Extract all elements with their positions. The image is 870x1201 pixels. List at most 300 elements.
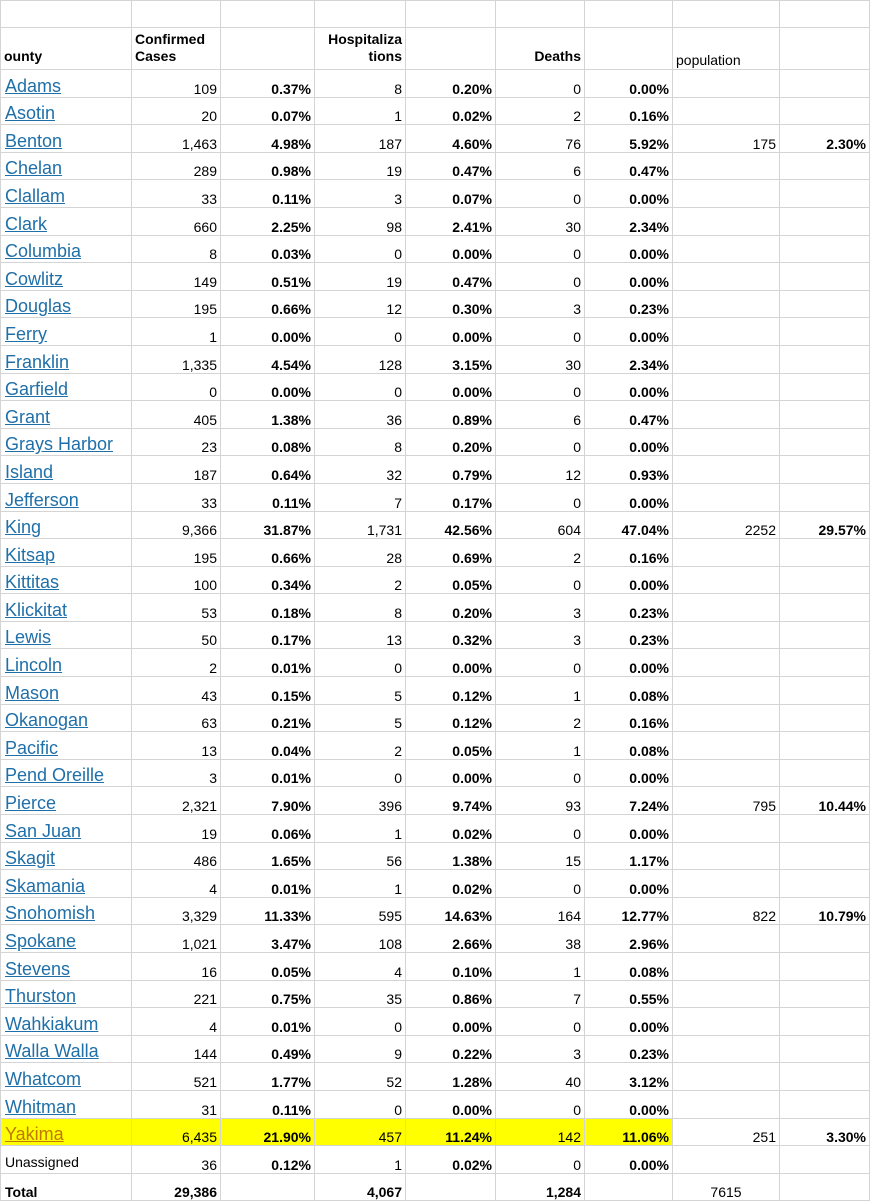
county-cell[interactable] (1, 125, 132, 153)
deaths-pct-cell[interactable]: 0.08% (585, 953, 673, 981)
hospitalizations-pct-cell[interactable]: 0.02% (406, 815, 496, 843)
county-link[interactable]: Douglas (5, 296, 72, 317)
county-cell[interactable] (1, 152, 132, 180)
cases-cell[interactable]: 20 (132, 97, 221, 125)
population-cell[interactable] (673, 345, 780, 373)
population-pct-cell[interactable] (780, 263, 870, 291)
hospitalizations-pct-cell[interactable]: 1.28% (406, 1063, 496, 1091)
population-pct-cell[interactable] (780, 483, 870, 511)
hospitalizations-cell[interactable]: 0 (315, 373, 406, 401)
cases-cell[interactable]: 1 (132, 318, 221, 346)
county-cell[interactable] (1, 373, 132, 401)
hospitalizations-cell[interactable]: 595 (315, 897, 406, 925)
county-link[interactable]: Okanogan (5, 710, 89, 731)
cases-cell[interactable]: 43 (132, 677, 221, 705)
deaths-pct-cell[interactable]: 1.17% (585, 842, 673, 870)
cases-pct-cell[interactable]: 0.18% (221, 594, 315, 622)
hospitalizations-cell[interactable]: 457 (315, 1118, 406, 1146)
deaths-pct-cell[interactable]: 0.47% (585, 152, 673, 180)
cases-pct-cell[interactable]: 3.47% (221, 925, 315, 953)
population-pct-cell[interactable] (780, 318, 870, 346)
deaths-pct-cell[interactable]: 0.00% (585, 870, 673, 898)
population-cell[interactable] (673, 152, 780, 180)
cases-cell[interactable]: 1,463 (132, 125, 221, 153)
deaths-cell[interactable]: 15 (496, 842, 585, 870)
population-pct-cell[interactable] (780, 70, 870, 98)
hospitalizations-pct-cell[interactable]: 0.30% (406, 290, 496, 318)
county-cell[interactable] (1, 815, 132, 843)
deaths-cell[interactable]: 164 (496, 897, 585, 925)
county-link[interactable]: Stevens (5, 958, 71, 979)
cases-pct-cell[interactable]: 0.11% (221, 1090, 315, 1118)
total-deaths-cell[interactable]: 1,284 (496, 1173, 585, 1201)
deaths-cell[interactable]: 30 (496, 207, 585, 235)
cases-cell[interactable]: 100 (132, 566, 221, 594)
population-pct-cell[interactable] (780, 152, 870, 180)
county-cell[interactable] (1, 649, 132, 677)
hospitalizations-pct-cell[interactable]: 0.05% (406, 566, 496, 594)
county-cell[interactable] (1, 677, 132, 705)
hospitalizations-pct-cell[interactable]: 0.02% (406, 1146, 496, 1174)
deaths-pct-cell[interactable]: 0.08% (585, 732, 673, 760)
county-link[interactable]: Lewis (5, 627, 52, 648)
cases-pct-cell[interactable]: 0.51% (221, 263, 315, 291)
county-cell[interactable] (1, 1008, 132, 1036)
population-cell[interactable] (673, 870, 780, 898)
population-cell[interactable] (673, 732, 780, 760)
deaths-cell[interactable]: 38 (496, 925, 585, 953)
county-link[interactable]: Clark (5, 213, 48, 234)
hospitalizations-pct-cell[interactable]: 3.15% (406, 345, 496, 373)
county-cell[interactable] (1, 980, 132, 1008)
population-cell[interactable]: 175 (673, 125, 780, 153)
deaths-pct-cell[interactable]: 2.34% (585, 207, 673, 235)
cases-pct-cell[interactable]: 4.98% (221, 125, 315, 153)
deaths-cell[interactable]: 0 (496, 263, 585, 291)
hospitalizations-cell[interactable]: 36 (315, 401, 406, 429)
deaths-pct-cell[interactable]: 7.24% (585, 787, 673, 815)
county-link[interactable]: Chelan (5, 158, 63, 179)
population-pct-cell[interactable] (780, 401, 870, 429)
cases-pct-cell[interactable]: 0.21% (221, 704, 315, 732)
county-link[interactable]: Adams (5, 75, 62, 96)
county-cell[interactable] (1, 842, 132, 870)
cases-cell[interactable]: 195 (132, 290, 221, 318)
cases-cell[interactable]: 144 (132, 1035, 221, 1063)
county-link[interactable]: Thurston (5, 986, 77, 1007)
deaths-cell[interactable]: 0 (496, 566, 585, 594)
hospitalizations-pct-cell[interactable]: 2.66% (406, 925, 496, 953)
county-cell[interactable] (1, 897, 132, 925)
population-cell[interactable] (673, 1090, 780, 1118)
population-pct-cell[interactable] (780, 953, 870, 981)
deaths-pct-cell[interactable]: 0.00% (585, 759, 673, 787)
population-pct-cell[interactable]: 2.30% (780, 125, 870, 153)
empty-cell[interactable] (406, 1173, 496, 1201)
county-link[interactable]: Whatcom (5, 1068, 82, 1089)
hospitalizations-pct-cell[interactable]: 0.05% (406, 732, 496, 760)
county-cell[interactable] (1, 953, 132, 981)
hospitalizations-cell[interactable]: 8 (315, 594, 406, 622)
hospitalizations-cell[interactable]: 9 (315, 1035, 406, 1063)
deaths-pct-cell[interactable]: 0.00% (585, 1090, 673, 1118)
population-pct-cell[interactable] (780, 235, 870, 263)
county-link[interactable]: Klickitat (5, 599, 68, 620)
deaths-pct-cell[interactable]: 2.34% (585, 345, 673, 373)
county-link[interactable]: Clallam (5, 185, 66, 206)
county-link[interactable]: Spokane (5, 931, 77, 951)
deaths-cell[interactable]: 0 (496, 1008, 585, 1036)
hospitalizations-pct-cell[interactable]: 0.12% (406, 704, 496, 732)
header-confirmed-cases[interactable]: Confirmed Cases (132, 28, 221, 70)
hospitalizations-cell[interactable]: 128 (315, 345, 406, 373)
cases-cell[interactable]: 33 (132, 180, 221, 208)
cases-cell[interactable]: 9,366 (132, 511, 221, 539)
population-pct-cell[interactable] (780, 621, 870, 649)
cases-pct-cell[interactable]: 0.01% (221, 649, 315, 677)
population-cell[interactable] (673, 235, 780, 263)
cases-pct-cell[interactable]: 0.66% (221, 539, 315, 567)
county-link[interactable]: Walla Walla (5, 1041, 99, 1062)
population-pct-cell[interactable] (780, 815, 870, 843)
header-county[interactable]: ounty (1, 28, 132, 70)
deaths-pct-cell[interactable]: 0.00% (585, 1146, 673, 1174)
hospitalizations-pct-cell[interactable]: 0.10% (406, 953, 496, 981)
hospitalizations-cell[interactable]: 0 (315, 649, 406, 677)
cases-pct-cell[interactable]: 0.37% (221, 70, 315, 98)
hospitalizations-cell[interactable]: 98 (315, 207, 406, 235)
county-cell[interactable] (1, 456, 132, 484)
population-pct-cell[interactable] (780, 207, 870, 235)
cases-pct-cell[interactable]: 7.90% (221, 787, 315, 815)
header-population[interactable]: population (673, 28, 780, 70)
population-cell[interactable]: 251 (673, 1118, 780, 1146)
hospitalizations-cell[interactable]: 5 (315, 704, 406, 732)
population-pct-cell[interactable] (780, 594, 870, 622)
county-cell[interactable] (1, 180, 132, 208)
population-pct-cell[interactable] (780, 180, 870, 208)
hospitalizations-pct-cell[interactable]: 0.02% (406, 97, 496, 125)
total-hospitalizations-cell[interactable]: 4,067 (315, 1173, 406, 1201)
population-pct-cell[interactable] (780, 373, 870, 401)
population-cell[interactable] (673, 1008, 780, 1036)
hospitalizations-cell[interactable]: 1 (315, 97, 406, 125)
population-cell[interactable] (673, 97, 780, 125)
hospitalizations-cell[interactable]: 0 (315, 759, 406, 787)
deaths-cell[interactable]: 3 (496, 1035, 585, 1063)
county-cell[interactable] (1, 401, 132, 429)
population-cell[interactable] (673, 842, 780, 870)
county-cell[interactable] (1, 925, 132, 953)
county-cell[interactable] (1, 732, 132, 760)
cases-pct-cell[interactable]: 0.06% (221, 815, 315, 843)
cases-cell[interactable]: 6,435 (132, 1118, 221, 1146)
population-cell[interactable] (673, 1035, 780, 1063)
population-cell[interactable] (673, 263, 780, 291)
county-link[interactable]: Benton (5, 130, 63, 151)
cases-pct-cell[interactable]: 0.75% (221, 980, 315, 1008)
cases-cell[interactable]: 33 (132, 483, 221, 511)
cases-pct-cell[interactable]: 0.04% (221, 732, 315, 760)
deaths-cell[interactable]: 0 (496, 70, 585, 98)
population-cell[interactable]: 2252 (673, 511, 780, 539)
deaths-pct-cell[interactable]: 0.23% (585, 594, 673, 622)
cases-cell[interactable]: 63 (132, 704, 221, 732)
deaths-pct-cell[interactable]: 0.55% (585, 980, 673, 1008)
cases-cell[interactable]: 289 (132, 152, 221, 180)
deaths-pct-cell[interactable]: 0.00% (585, 235, 673, 263)
deaths-cell[interactable]: 6 (496, 401, 585, 429)
population-pct-cell[interactable] (780, 649, 870, 677)
population-cell[interactable] (673, 566, 780, 594)
population-pct-cell[interactable]: 3.30% (780, 1118, 870, 1146)
total-cases-cell[interactable]: 29,386 (132, 1173, 221, 1201)
cases-cell[interactable]: 3 (132, 759, 221, 787)
hospitalizations-pct-cell[interactable]: 0.00% (406, 649, 496, 677)
cases-cell[interactable]: 19 (132, 815, 221, 843)
county-link[interactable]: Cowlitz (5, 268, 64, 289)
deaths-cell[interactable]: 7 (496, 980, 585, 1008)
cases-cell[interactable]: 109 (132, 70, 221, 98)
hospitalizations-pct-cell[interactable]: 1.38% (406, 842, 496, 870)
county-cell[interactable] (1, 207, 132, 235)
deaths-cell[interactable]: 0 (496, 180, 585, 208)
county-link[interactable]: Ferry (5, 323, 47, 344)
county-link[interactable]: Pend Oreille (5, 765, 105, 786)
county-cell[interactable] (1, 759, 132, 787)
deaths-cell[interactable]: 76 (496, 125, 585, 153)
deaths-pct-cell[interactable]: 12.77% (585, 897, 673, 925)
population-cell[interactable] (673, 207, 780, 235)
county-link[interactable]: Franklin (5, 351, 70, 372)
county-cell[interactable] (1, 870, 132, 898)
cases-cell[interactable]: 1,021 (132, 925, 221, 953)
cases-pct-cell[interactable]: 0.05% (221, 953, 315, 981)
hospitalizations-pct-cell[interactable]: 0.22% (406, 1035, 496, 1063)
deaths-cell[interactable]: 6 (496, 152, 585, 180)
empty-cell[interactable] (673, 1146, 780, 1174)
hospitalizations-pct-cell[interactable]: 0.07% (406, 180, 496, 208)
population-cell[interactable] (673, 539, 780, 567)
cases-cell[interactable]: 23 (132, 428, 221, 456)
hospitalizations-pct-cell[interactable]: 0.00% (406, 373, 496, 401)
population-pct-cell[interactable] (780, 97, 870, 125)
hospitalizations-cell[interactable]: 396 (315, 787, 406, 815)
hospitalizations-cell[interactable]: 32 (315, 456, 406, 484)
population-cell[interactable] (673, 649, 780, 677)
county-cell[interactable] (1, 70, 132, 98)
cases-cell[interactable]: 36 (132, 1146, 221, 1174)
hospitalizations-cell[interactable]: 52 (315, 1063, 406, 1091)
deaths-cell[interactable]: 0 (496, 649, 585, 677)
population-pct-cell[interactable]: 10.79% (780, 897, 870, 925)
hospitalizations-pct-cell[interactable]: 0.17% (406, 483, 496, 511)
population-pct-cell[interactable] (780, 566, 870, 594)
population-cell[interactable] (673, 428, 780, 456)
cases-pct-cell[interactable]: 0.11% (221, 483, 315, 511)
cases-pct-cell[interactable]: 21.90% (221, 1118, 315, 1146)
hospitalizations-cell[interactable]: 7 (315, 483, 406, 511)
cases-pct-cell[interactable]: 0.11% (221, 180, 315, 208)
hospitalizations-pct-cell[interactable]: 0.79% (406, 456, 496, 484)
cases-pct-cell[interactable]: 2.25% (221, 207, 315, 235)
cases-pct-cell[interactable]: 0.00% (221, 318, 315, 346)
cases-pct-cell[interactable]: 4.54% (221, 345, 315, 373)
county-link[interactable]: Wahkiakum (5, 1013, 99, 1034)
population-pct-cell[interactable] (780, 677, 870, 705)
cases-cell[interactable]: 31 (132, 1090, 221, 1118)
hospitalizations-pct-cell[interactable]: 0.00% (406, 1008, 496, 1036)
hospitalizations-pct-cell[interactable]: 0.00% (406, 1090, 496, 1118)
deaths-pct-cell[interactable]: 0.00% (585, 70, 673, 98)
deaths-cell[interactable]: 3 (496, 290, 585, 318)
deaths-cell[interactable]: 93 (496, 787, 585, 815)
hospitalizations-pct-cell[interactable]: 0.12% (406, 677, 496, 705)
total-label[interactable]: Total (1, 1173, 132, 1201)
cases-pct-cell[interactable]: 0.34% (221, 566, 315, 594)
county-cell[interactable] (1, 1063, 132, 1091)
county-cell[interactable] (1, 704, 132, 732)
cases-pct-cell[interactable]: 0.07% (221, 97, 315, 125)
county-cell[interactable] (1, 1090, 132, 1118)
cases-pct-cell[interactable]: 0.98% (221, 152, 315, 180)
hospitalizations-pct-cell[interactable]: 9.74% (406, 787, 496, 815)
deaths-pct-cell[interactable]: 47.04% (585, 511, 673, 539)
population-cell[interactable] (673, 180, 780, 208)
cases-pct-cell[interactable]: 0.01% (221, 1008, 315, 1036)
cases-pct-cell[interactable]: 0.01% (221, 759, 315, 787)
cases-cell[interactable]: 195 (132, 539, 221, 567)
cases-cell[interactable]: 149 (132, 263, 221, 291)
county-link[interactable]: Skamania (5, 875, 86, 896)
population-pct-cell[interactable]: 10.44% (780, 787, 870, 815)
population-pct-cell[interactable] (780, 456, 870, 484)
county-link[interactable]: Yakima (5, 1124, 64, 1145)
population-cell[interactable] (673, 815, 780, 843)
deaths-cell[interactable]: 2 (496, 97, 585, 125)
population-cell[interactable] (673, 953, 780, 981)
hospitalizations-cell[interactable]: 1 (315, 815, 406, 843)
deaths-cell[interactable]: 0 (496, 1090, 585, 1118)
population-pct-cell[interactable] (780, 925, 870, 953)
county-cell[interactable] (1, 97, 132, 125)
population-cell[interactable] (673, 1063, 780, 1091)
deaths-pct-cell[interactable]: 0.93% (585, 456, 673, 484)
deaths-pct-cell[interactable]: 0.00% (585, 815, 673, 843)
county-cell[interactable] (1, 539, 132, 567)
population-pct-cell[interactable] (780, 704, 870, 732)
cases-cell[interactable]: 50 (132, 621, 221, 649)
population-cell[interactable] (673, 594, 780, 622)
population-cell[interactable] (673, 621, 780, 649)
county-link[interactable]: Lincoln (5, 655, 63, 676)
cases-cell[interactable]: 53 (132, 594, 221, 622)
cases-pct-cell[interactable]: 0.17% (221, 621, 315, 649)
population-cell[interactable] (673, 401, 780, 429)
county-cell[interactable] (1, 1146, 132, 1174)
deaths-pct-cell[interactable]: 0.23% (585, 621, 673, 649)
population-cell[interactable] (673, 925, 780, 953)
hospitalizations-pct-cell[interactable]: 0.47% (406, 152, 496, 180)
county-link[interactable]: Island (5, 461, 54, 482)
deaths-pct-cell[interactable]: 5.92% (585, 125, 673, 153)
hospitalizations-pct-cell[interactable]: 0.69% (406, 539, 496, 567)
hospitalizations-pct-cell[interactable]: 0.20% (406, 594, 496, 622)
population-cell[interactable] (673, 456, 780, 484)
cases-cell[interactable]: 3,329 (132, 897, 221, 925)
deaths-cell[interactable]: 2 (496, 539, 585, 567)
cases-cell[interactable]: 221 (132, 980, 221, 1008)
empty-cell[interactable] (780, 1173, 870, 1201)
empty-cell[interactable] (585, 1173, 673, 1201)
deaths-pct-cell[interactable]: 0.00% (585, 373, 673, 401)
population-cell[interactable]: 822 (673, 897, 780, 925)
county-cell[interactable] (1, 483, 132, 511)
hospitalizations-pct-cell[interactable]: 0.20% (406, 428, 496, 456)
hospitalizations-cell[interactable]: 19 (315, 263, 406, 291)
population-pct-cell[interactable] (780, 428, 870, 456)
hospitalizations-cell[interactable]: 1 (315, 870, 406, 898)
population-pct-cell[interactable] (780, 539, 870, 567)
deaths-pct-cell[interactable]: 0.16% (585, 704, 673, 732)
deaths-cell[interactable]: 1 (496, 732, 585, 760)
hospitalizations-pct-cell[interactable]: 0.02% (406, 870, 496, 898)
hospitalizations-cell[interactable]: 3 (315, 180, 406, 208)
deaths-cell[interactable]: 30 (496, 345, 585, 373)
hospitalizations-pct-cell[interactable]: 0.00% (406, 235, 496, 263)
deaths-cell[interactable]: 1 (496, 677, 585, 705)
county-link[interactable]: Pacific (5, 737, 59, 758)
population-pct-cell[interactable] (780, 1008, 870, 1036)
hospitalizations-pct-cell[interactable]: 0.20% (406, 70, 496, 98)
county-cell[interactable] (1, 345, 132, 373)
population-pct-cell[interactable] (780, 870, 870, 898)
hospitalizations-cell[interactable]: 0 (315, 318, 406, 346)
deaths-cell[interactable]: 3 (496, 594, 585, 622)
deaths-pct-cell[interactable]: 0.16% (585, 97, 673, 125)
cases-cell[interactable]: 521 (132, 1063, 221, 1091)
cases-cell[interactable]: 4 (132, 1008, 221, 1036)
deaths-pct-cell[interactable]: 0.08% (585, 677, 673, 705)
county-link[interactable]: Grant (5, 406, 51, 427)
deaths-cell[interactable]: 0 (496, 235, 585, 263)
deaths-cell[interactable]: 3 (496, 621, 585, 649)
population-pct-cell[interactable]: 29.57% (780, 511, 870, 539)
deaths-cell[interactable]: 2 (496, 704, 585, 732)
header-deaths[interactable]: Deaths (496, 28, 585, 70)
county-link[interactable]: Asotin (5, 103, 56, 124)
county-cell[interactable] (1, 263, 132, 291)
county-cell[interactable] (1, 594, 132, 622)
hospitalizations-cell[interactable]: 2 (315, 732, 406, 760)
hospitalizations-cell[interactable]: 19 (315, 152, 406, 180)
population-cell[interactable] (673, 759, 780, 787)
county-cell[interactable] (1, 428, 132, 456)
cases-pct-cell[interactable]: 1.38% (221, 401, 315, 429)
header-hospitalizations[interactable]: Hospitaliza tions (315, 28, 406, 70)
deaths-pct-cell[interactable]: 3.12% (585, 1063, 673, 1091)
deaths-cell[interactable]: 1 (496, 953, 585, 981)
county-cell[interactable] (1, 318, 132, 346)
deaths-cell[interactable]: 0 (496, 759, 585, 787)
population-pct-cell[interactable] (780, 1035, 870, 1063)
county-cell[interactable] (1, 290, 132, 318)
cases-cell[interactable]: 187 (132, 456, 221, 484)
county-link[interactable]: Jefferson (5, 489, 79, 510)
population-pct-cell[interactable] (780, 345, 870, 373)
hospitalizations-cell[interactable]: 108 (315, 925, 406, 953)
hospitalizations-pct-cell[interactable]: 4.60% (406, 125, 496, 153)
